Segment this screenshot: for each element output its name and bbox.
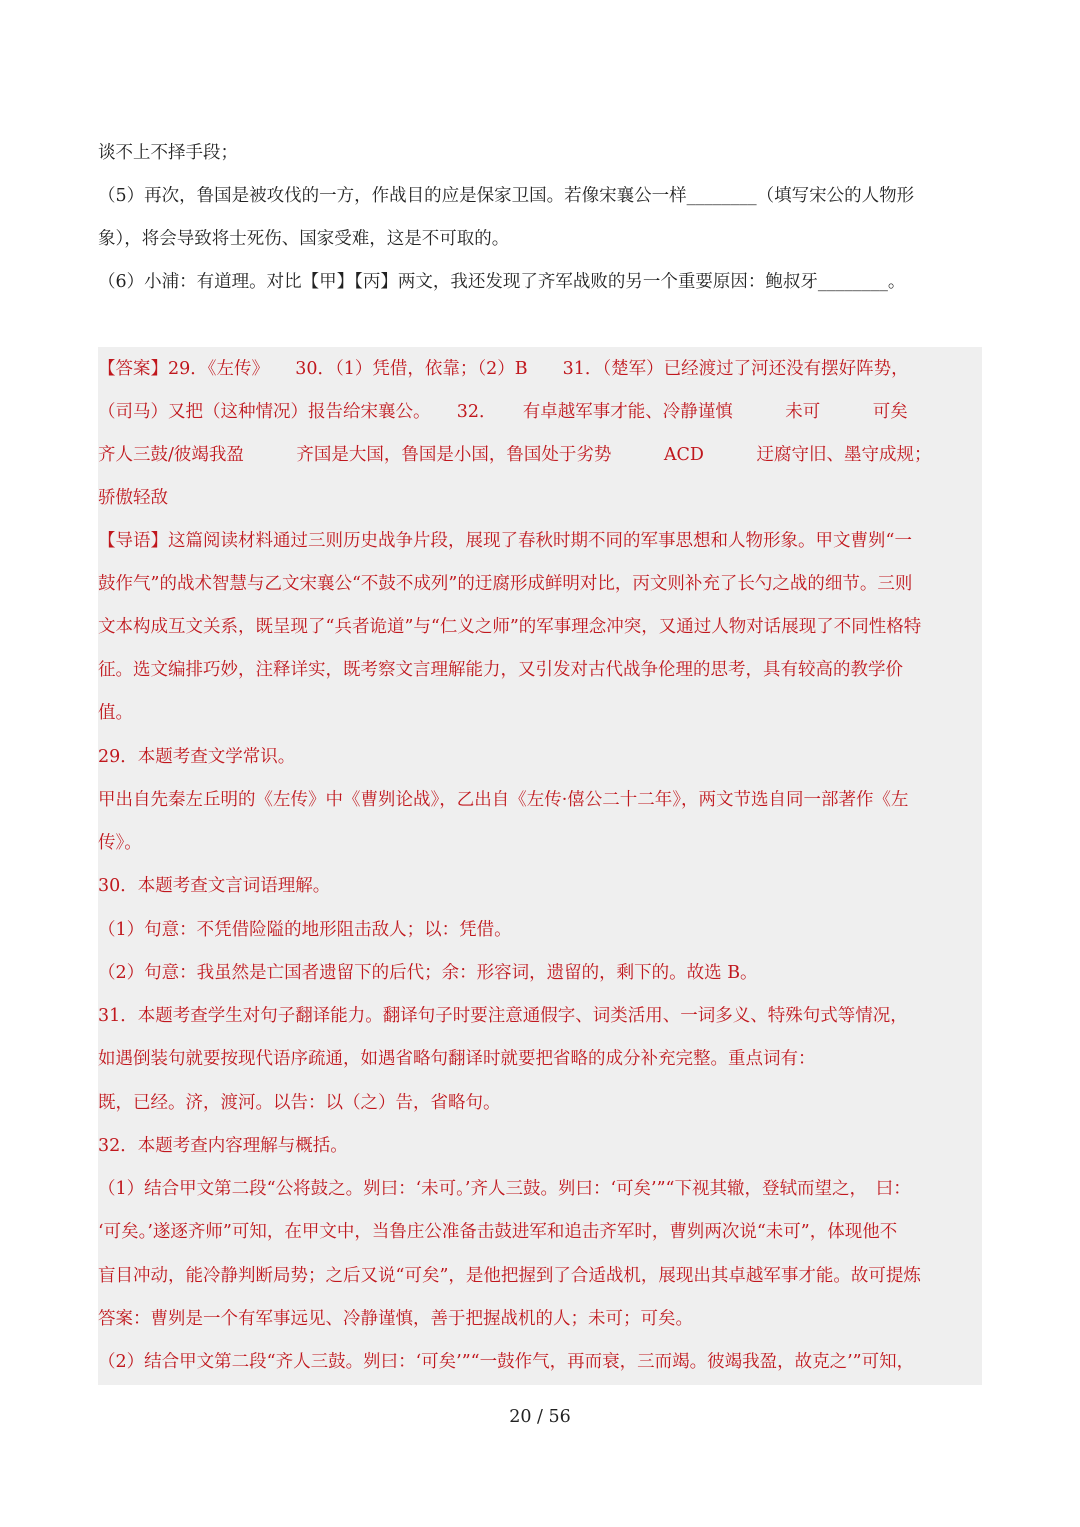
intro-line: 值。 — [98, 703, 133, 723]
answer-line: 骄傲轻敌 — [98, 488, 168, 508]
explanation-line: （2）句意：我虽然是亡国者遗留下的后代；余：形容词，遗留的，剩下的。故选 B。 — [98, 963, 758, 983]
explanation-line: （1）句意：不凭借险隘的地形阻击敌人；以：凭借。 — [98, 920, 512, 940]
explanation-line: ‘可矣。’遂逐齐师”可知，在甲文中，当鲁庄公准备击鼓进军和追击齐军时，曹刿两次说“未可”，体现他不 — [98, 1222, 898, 1242]
explanation-line: （1）结合甲文第二段“公将鼓之。刿曰：‘未可。’齐人三鼓。刿曰：‘可矣’”“下视其辙，登轼而望之， 曰： — [98, 1179, 911, 1199]
answer-line: 【答案】29．《左传》 30．（1）凭借，依靠；（2）B 31．（楚军）已经渡过了河还没有摆好阵势， — [98, 359, 909, 379]
question-line: （6）小浦：有道理。对比【甲】【丙】两文，我还发现了齐军战败的另一个重要原因：鲍叔牙________。 — [98, 272, 906, 292]
answer-line: （司马）又把（这种情况）报告给宋襄公。 32． 有卓越军事才能、冷静谨慎 未可 可矣 — [98, 402, 908, 422]
page-number: 20 / 56 — [509, 1407, 571, 1427]
question-line: 象），将会导致将士死伤、国家受难，这是不可取的。 — [98, 229, 510, 249]
intro-line: 【导语】这篇阅读材料通过三则历史战争片段，展现了春秋时期不同的军事思想和人物形象。甲文曹刿“一 — [98, 531, 912, 551]
explanation-line: 答案：曹刿是一个有军事远见、冷静谨慎，善于把握战机的人；未可；可矣。 — [98, 1309, 693, 1329]
question-line: 谈不上不择手段； — [98, 143, 238, 163]
explanation-line: 既，已经。济，渡河。以告：以（之）告，省略句。 — [98, 1093, 501, 1113]
explanation-heading: 31．本题考查学生对句子翻译能力。翻译句子时要注意通假字、词类活用、一词多义、特殊句式等情况， — [98, 1006, 908, 1026]
explanation-line: 盲目冲动，能冷静判断局势；之后又说“可矣”，是他把握到了合适战机，展现出其卓越军事才能。故可提炼 — [98, 1266, 921, 1286]
question-line: （5）再次，鲁国是被攻伐的一方，作战目的应是保家卫国。若像宋襄公一样________（填写宋公的人物形 — [98, 186, 915, 206]
answer-line: 齐人三鼓/彼竭我盈 齐国是大国，鲁国是小国，鲁国处于劣势 ACD 迂腐守旧、墨守成规； — [98, 445, 932, 465]
explanation-line: 甲出自先秦左丘明的《左传》中《曹刿论战》，乙出自《左传·僖公二十二年》，两文节选自同一部著作《左 — [98, 790, 909, 810]
explanation-line: 传》。 — [98, 833, 142, 853]
intro-line: 文本构成互文关系，既呈现了“兵者诡道”与“仁义之师”的军事理念冲突，又通过人物对话展现了不同性格特 — [98, 617, 922, 637]
explanation-heading: 32．本题考查内容理解与概括。 — [98, 1136, 348, 1156]
explanation-heading: 29．本题考查文学常识。 — [98, 747, 296, 767]
intro-line: 鼓作气”的战术智慧与乙文宋襄公“不鼓不成列”的迂腐形成鲜明对比，丙文则补充了长勺之战的细节。三则 — [98, 574, 913, 594]
intro-line: 征。选文编排巧妙，注释详实，既考察文言理解能力，又引发对古代战争伦理的思考，具有较高的教学价 — [98, 660, 903, 680]
explanation-line: 如遇倒装句就要按现代语序疏通，如遇省略句翻译时就要把省略的成分补充完整。重点词有： — [98, 1049, 816, 1069]
explanation-line: （2）结合甲文第二段“齐人三鼓。刿曰：‘可矣’”“一鼓作气，再而衰，三而竭。彼竭我盈，故克之’”可知， — [98, 1352, 915, 1372]
explanation-heading: 30．本题考查文言词语理解。 — [98, 876, 331, 896]
